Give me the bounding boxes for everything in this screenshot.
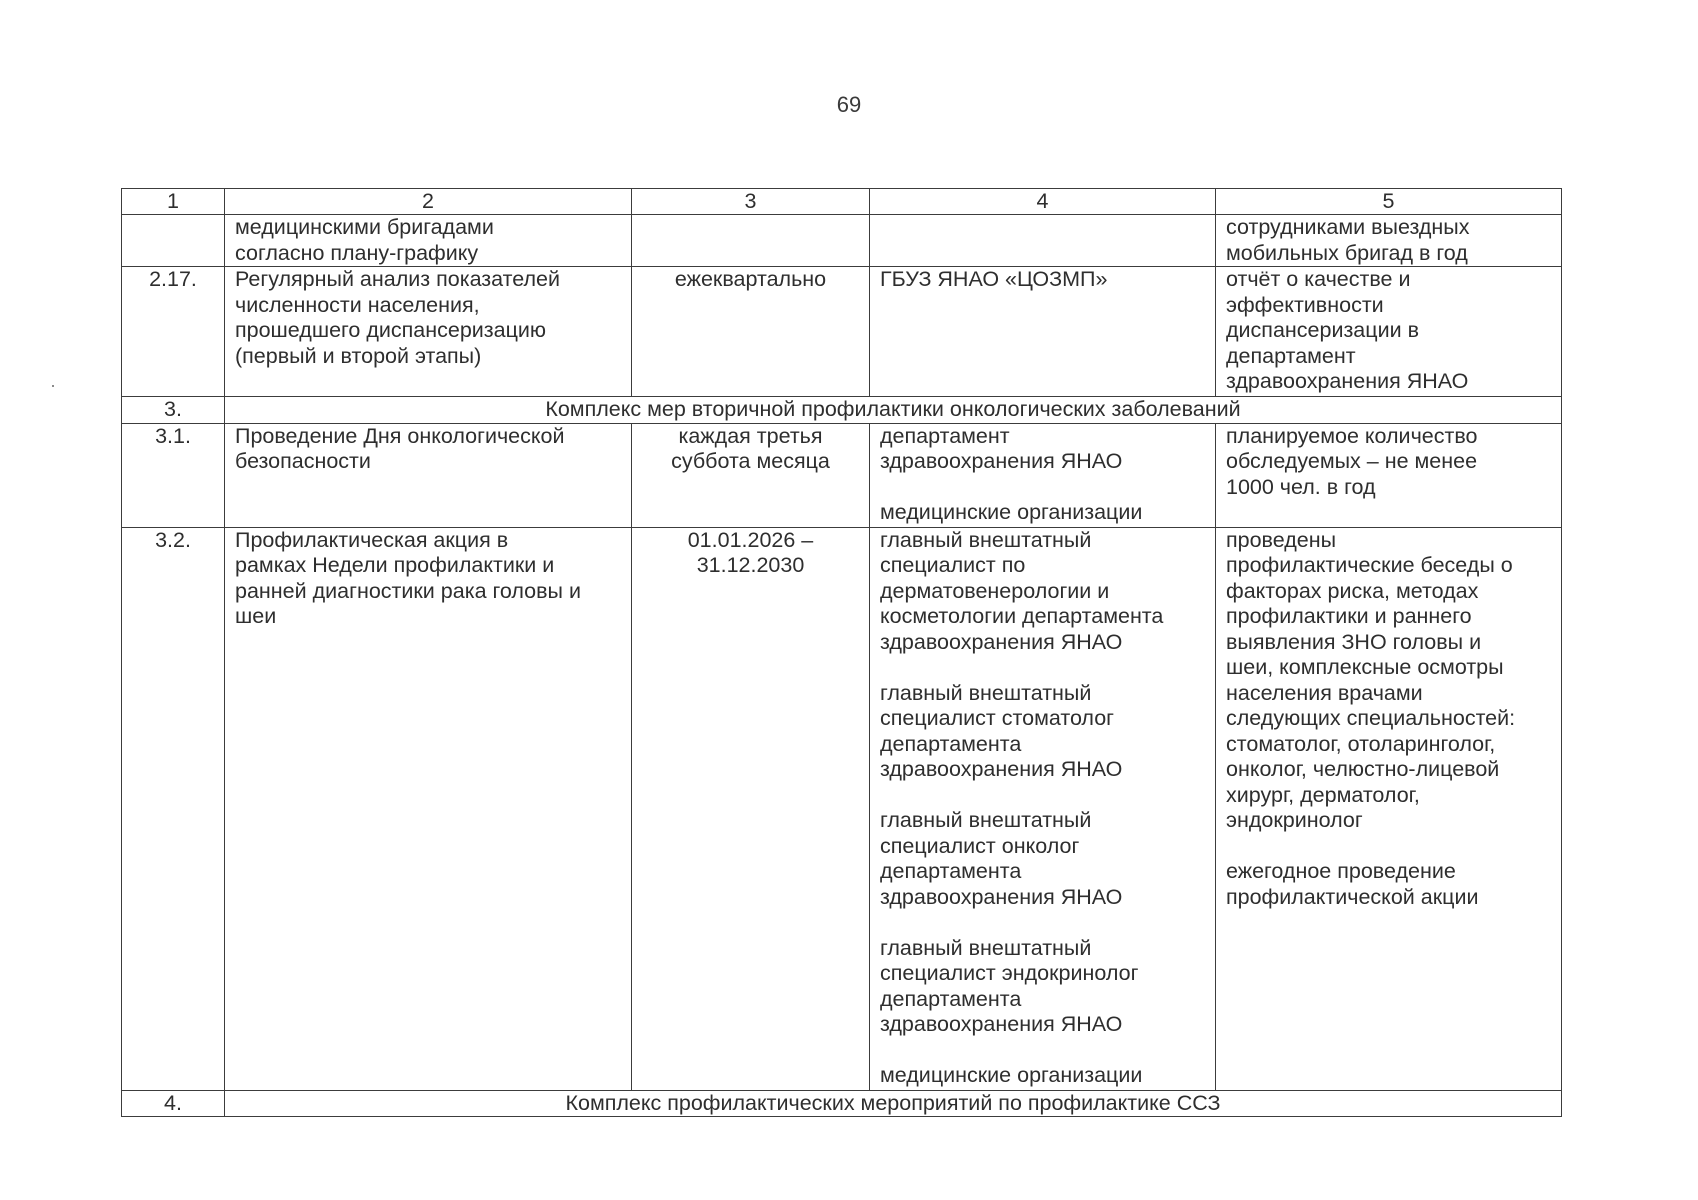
row-number: 3.2. <box>122 527 225 1090</box>
paragraph-gap <box>880 910 1205 936</box>
responsible-department: департамент здравоохранения ЯНАО <box>880 423 1123 473</box>
result-annual: ежегодное проведение профилактической акции <box>1226 859 1479 909</box>
result-conducted: проведены профилактические беседы о факторах риска, методах профилактики и раннего выявления ЗНО головы и шеи, комплексные осмотры населения врачами следующих специальностей: стоматолог, отоларинголог, онколог, челюстно-лицевой хирург, дерматолог, эндокринолог <box>1226 527 1516 832</box>
section-title: Комплекс профилактических мероприятий по профилактике ССЗ <box>225 1090 1562 1117</box>
activity-cell: Регулярный анализ показателей численности населения, прошедшего диспансеризацию (первый и второй этапы) <box>225 267 632 397</box>
result-cell: планируемое количество обследуемых – не менее 1000 чел. в год <box>1216 423 1562 527</box>
column-number-3: 3 <box>632 189 870 215</box>
column-number-1: 1 <box>122 189 225 215</box>
continuation-activity-cell: медицинскими бригадами согласно плану-графику <box>225 215 632 267</box>
responsible-oncologist: главный внештатный специалист онколог департамента здравоохранения ЯНАО <box>880 808 1123 909</box>
term-cell: ежеквартально <box>632 267 870 397</box>
continuation-result-cell: сотрудниками выездных мобильных бригад в год <box>1216 215 1562 267</box>
section-title: Комплекс мер вторичной профилактики онкологических заболеваний <box>225 397 1562 424</box>
result-cell: отчёт о качестве и эффективности диспансеризации в департамент здравоохранения ЯНАО <box>1216 267 1562 397</box>
continuation-responsible-cell <box>870 215 1216 267</box>
column-number-4: 4 <box>870 189 1216 215</box>
row-number: 3.1. <box>122 423 225 527</box>
responsible-dermatovenerologist: главный внештатный специалист по дерматовенерологии и косметологии департамента здравоохранения ЯНАО <box>880 527 1164 654</box>
term-cell: каждая третья суббота месяца <box>632 423 870 527</box>
row-number: 2.17. <box>122 267 225 397</box>
paragraph-gap <box>880 655 1205 681</box>
paragraph-gap <box>880 1038 1205 1064</box>
paragraph-gap <box>1226 834 1551 860</box>
scan-speck <box>52 385 54 387</box>
continuation-row <box>122 215 1562 267</box>
section-number: 4. <box>122 1090 225 1117</box>
measures-table <box>121 188 1562 1117</box>
column-numbers-row <box>122 189 1562 215</box>
responsible-cell: ГБУЗ ЯНАО «ЦОЗМП» <box>870 267 1216 397</box>
table-row-3-2 <box>122 527 1562 1090</box>
term-cell: 01.01.2026 – 31.12.2030 <box>632 527 870 1090</box>
responsible-dentist: главный внештатный специалист стоматолог департамента здравоохранения ЯНАО <box>880 680 1123 781</box>
continuation-term-cell <box>632 215 870 267</box>
table-row-2-17 <box>122 267 1562 397</box>
continuation-number-cell <box>122 215 225 267</box>
table-row-3-1 <box>122 423 1562 527</box>
page-number: 69 <box>836 92 862 117</box>
section-row-3 <box>122 397 1562 424</box>
responsible-organizations: медицинские организации <box>880 500 1143 524</box>
paragraph-gap <box>880 783 1205 809</box>
responsible-organizations: медицинские организации <box>880 1063 1143 1087</box>
responsible-cell <box>870 423 1216 527</box>
activity-cell: Проведение Дня онкологической безопасности <box>225 423 632 527</box>
responsible-cell <box>870 527 1216 1090</box>
paragraph-gap <box>880 475 1205 501</box>
column-number-2: 2 <box>225 189 632 215</box>
result-cell <box>1216 527 1562 1090</box>
section-number: 3. <box>122 397 225 424</box>
activity-cell: Профилактическая акция в рамках Недели профилактики и ранней диагностики рака головы и шеи <box>225 527 632 1090</box>
responsible-endocrinologist: главный внештатный специалист эндокринолог департамента здравоохранения ЯНАО <box>880 935 1139 1036</box>
section-row-4 <box>122 1090 1562 1117</box>
column-number-5: 5 <box>1216 189 1562 215</box>
